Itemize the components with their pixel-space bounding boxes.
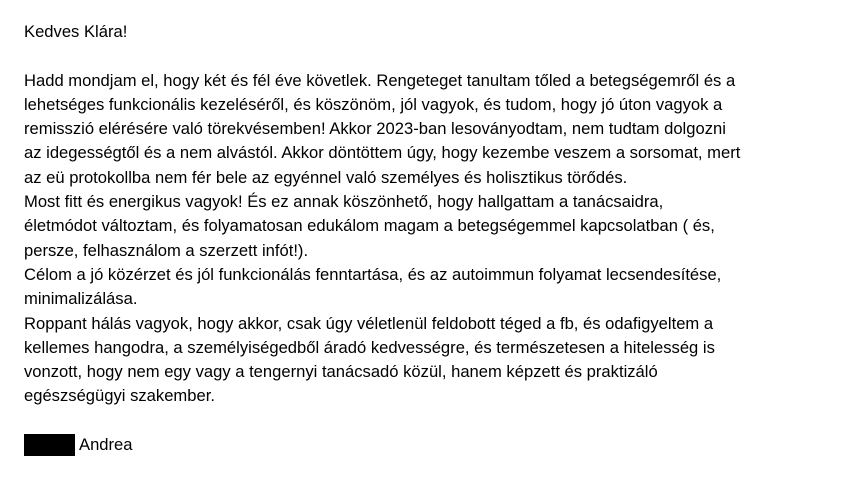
signature-name: Andrea xyxy=(79,435,133,455)
letter-body xyxy=(24,69,834,409)
body-line: életmódot változtam, és folyamatosan edukálom magam a betegségemmel kapcsolatban ( és, xyxy=(24,216,715,236)
body-line: egészségügyi szakember. xyxy=(24,386,215,406)
body-line: persze, felhasználom a szerzett infót!). xyxy=(24,240,309,260)
body-line: Most fitt és energikus vagyok! És ez annak köszönhető, hogy hallgattam a tanácsaidra, xyxy=(24,192,664,212)
signature xyxy=(24,433,834,457)
redaction-box xyxy=(24,434,75,456)
body-line: Célom a jó közérzet és jól funkcionálás fenntartása, és az autoimmun folyamat lecsendesítése, xyxy=(24,264,722,284)
body-line: minimalizálása. xyxy=(24,289,138,309)
body-line: remisszió elérésére való törekvésemben! Akkor 2023-ban lesoványodtam, nem tudtam dolgozni xyxy=(24,119,726,139)
body-line: az idegességtől és a nem alvástól. Akkor döntöttem úgy, hogy kezembe veszem a sorsomat, mert xyxy=(24,143,741,163)
body-line: kellemes hangodra, a személyiségedből áradó kedvességre, és természetesen a hitelesség is xyxy=(24,337,715,357)
body-line: lehetséges funkcionális kezeléséről, és köszönöm, jól vagyok, és tudom, hogy jó úton vagyok a xyxy=(24,94,723,114)
body-line: vonzott, hogy nem egy vagy a tengernyi tanácsadó közül, hanem képzett és praktizáló xyxy=(24,362,658,382)
blank-line xyxy=(24,44,834,68)
body-line: Hadd mondjam el, hogy két és fél éve követlek. Rengeteget tanultam tőled a betegségemről és a xyxy=(24,70,736,90)
body-line: az eü protokollba nem fér bele az egyénnel való személyes és holisztikus törődés. xyxy=(24,167,628,187)
body-line: Roppant hálás vagyok, hogy akkor, csak úgy véletlenül feldobott téged a fb, és odafigyeltem a xyxy=(24,313,714,333)
greeting: Kedves Klára! xyxy=(24,22,128,41)
blank-line xyxy=(24,409,834,433)
